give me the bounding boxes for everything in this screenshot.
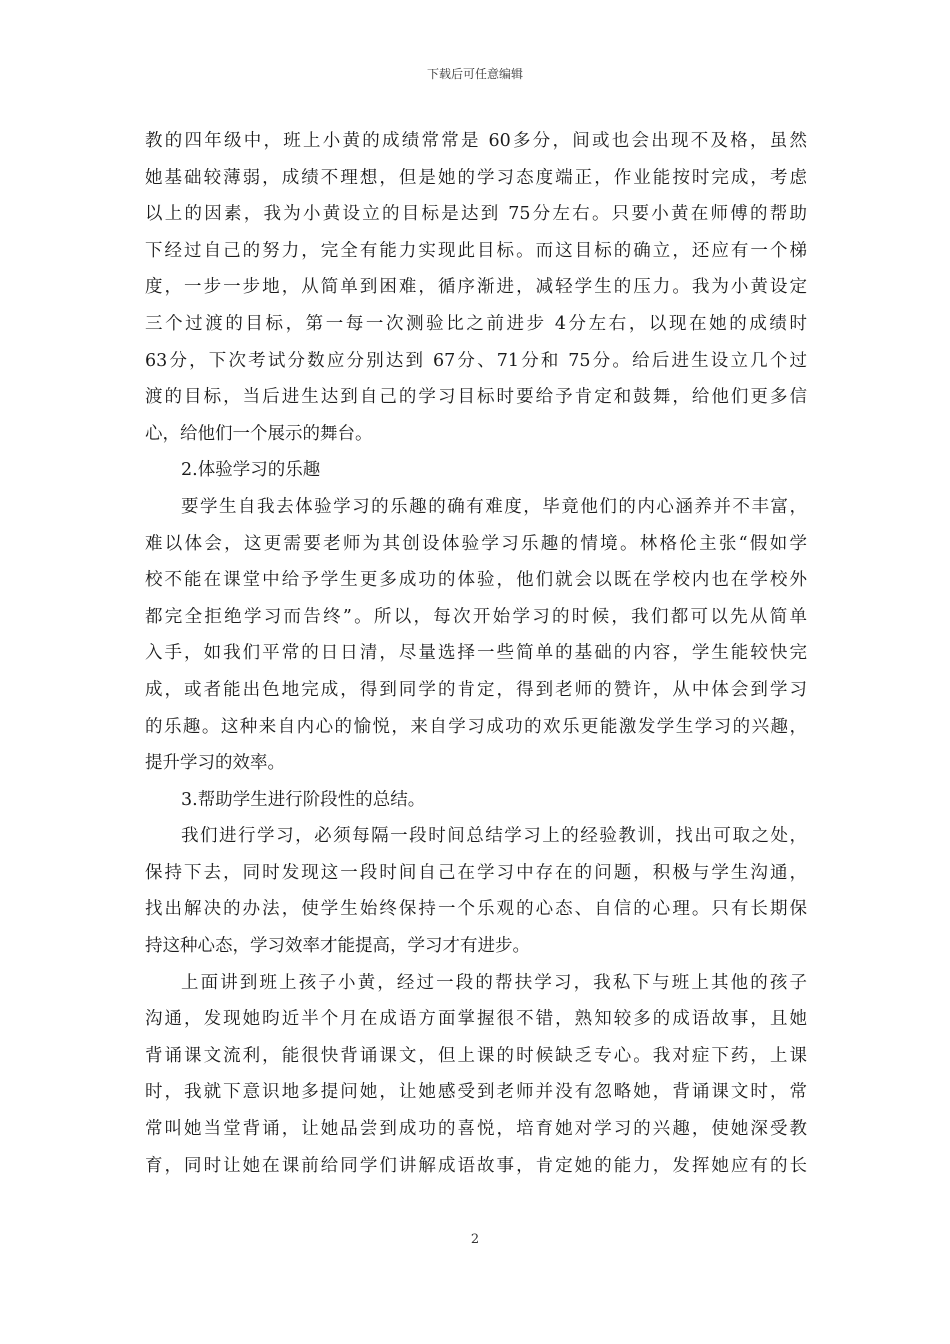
text-line: 三个过渡的目标，第一每一次测验比之前进步 4分左右，以现在她的成绩时: [145, 313, 807, 334]
text-line: 入手，如我们平常的日日清，尽量选择一些简单的基础的内容，学生能较快完: [145, 643, 807, 664]
text-line: 3.帮助学生进行阶段性的总结。: [181, 789, 426, 810]
text-line: 常叫她当堂背诵，让她品尝到成功的喜悦，培育她对学习的兴趣，使她深受教: [145, 1119, 807, 1140]
text-line: 时，我就下意识地多提问她，让她感受到老师并没有忽略她，背诵课文时，常: [145, 1082, 807, 1103]
text-line: 2.体验学习的乐趣: [181, 460, 321, 481]
text-line: 的乐趣。这种来自内心的愉悦，来自学习成功的欢乐更能激发学生学习的兴趣，: [145, 716, 807, 737]
text-line: 保持下去，同时发现这一段时间自己在学习中存在的问题，积极与学生沟通，: [145, 862, 807, 883]
text-line: 育，同时让她在课前给同学们讲解成语故事，肯定她的能力，发挥她应有的长: [145, 1155, 807, 1176]
text-line: 背诵课文流利，能很快背诵课文，但上课的时候缺乏专心。我对症下药，上课: [145, 1045, 807, 1066]
text-line: 上面讲到班上孩子小黄，经过一段的帮扶学习，我私下与班上其他的孩子: [181, 972, 807, 993]
page-header: 下载后可任意编辑: [426, 67, 523, 81]
page-number: 2: [470, 1232, 480, 1247]
text-line: 她基础较薄弱，成绩不理想，但是她的学习态度端正，作业能按时完成，考虑: [145, 167, 807, 188]
text-line: 找出解决的办法，使学生始终保持一个乐观的心态、自信的心理。只有长期保: [145, 899, 807, 920]
text-line: 持这种心态，学习效率才能提高，学习才有进步。: [145, 936, 530, 957]
text-line: 提升学习的效率。: [145, 753, 285, 774]
text-line: 校不能在课堂中给予学生更多成功的体验，他们就会以既在学校内也在学校外: [145, 570, 807, 591]
text-line: 难以体会，这更需要老师为其创设体验学习乐趣的情境。林格伦主张“假如学: [145, 533, 807, 554]
text-line: 以上的因素，我为小黄设立的目标是达到 75分左右。只要小黄在师傅的帮助: [145, 204, 807, 225]
text-line: 我们进行学习，必须每隔一段时间总结学习上的经验教训，找出可取之处，: [181, 826, 807, 847]
document-body: [145, 123, 807, 1184]
text-line: 成，或者能出色地完成，得到同学的肯定，得到老师的赞许，从中体会到学习: [145, 679, 807, 700]
text-line: 63分，下次考试分数应分别达到 67分、71分和 75分。给后进生设立几个过: [145, 350, 807, 371]
text-line: 沟通，发现她昀近半个月在成语方面掌握很不错，熟知较多的成语故事，且她: [145, 1009, 807, 1030]
text-line: 都完全拒绝学习而告终”。所以，每次开始学习的时候，我们都可以先从简单: [145, 606, 807, 627]
text-line: 下经过自己的努力，完全有能力实现此目标。而这目标的确立，还应有一个梯: [145, 240, 807, 261]
text-line: 教的四年级中，班上小黄的成绩常常是 60多分，间或也会出现不及格，虽然: [145, 131, 807, 151]
text-line: 度，一步一步地，从简单到困难，循序渐进，减轻学生的压力。我为小黄设定: [145, 277, 807, 298]
text-line: 心，给他们一个展示的舞台。: [145, 423, 373, 444]
text-line: 要学生自我去体验学习的乐趣的确有难度，毕竟他们的内心涵养并不丰富，: [181, 496, 807, 517]
text-line: 渡的目标，当后进生达到自己的学习目标时要给予肯定和鼓舞，给他们更多信: [145, 387, 807, 408]
